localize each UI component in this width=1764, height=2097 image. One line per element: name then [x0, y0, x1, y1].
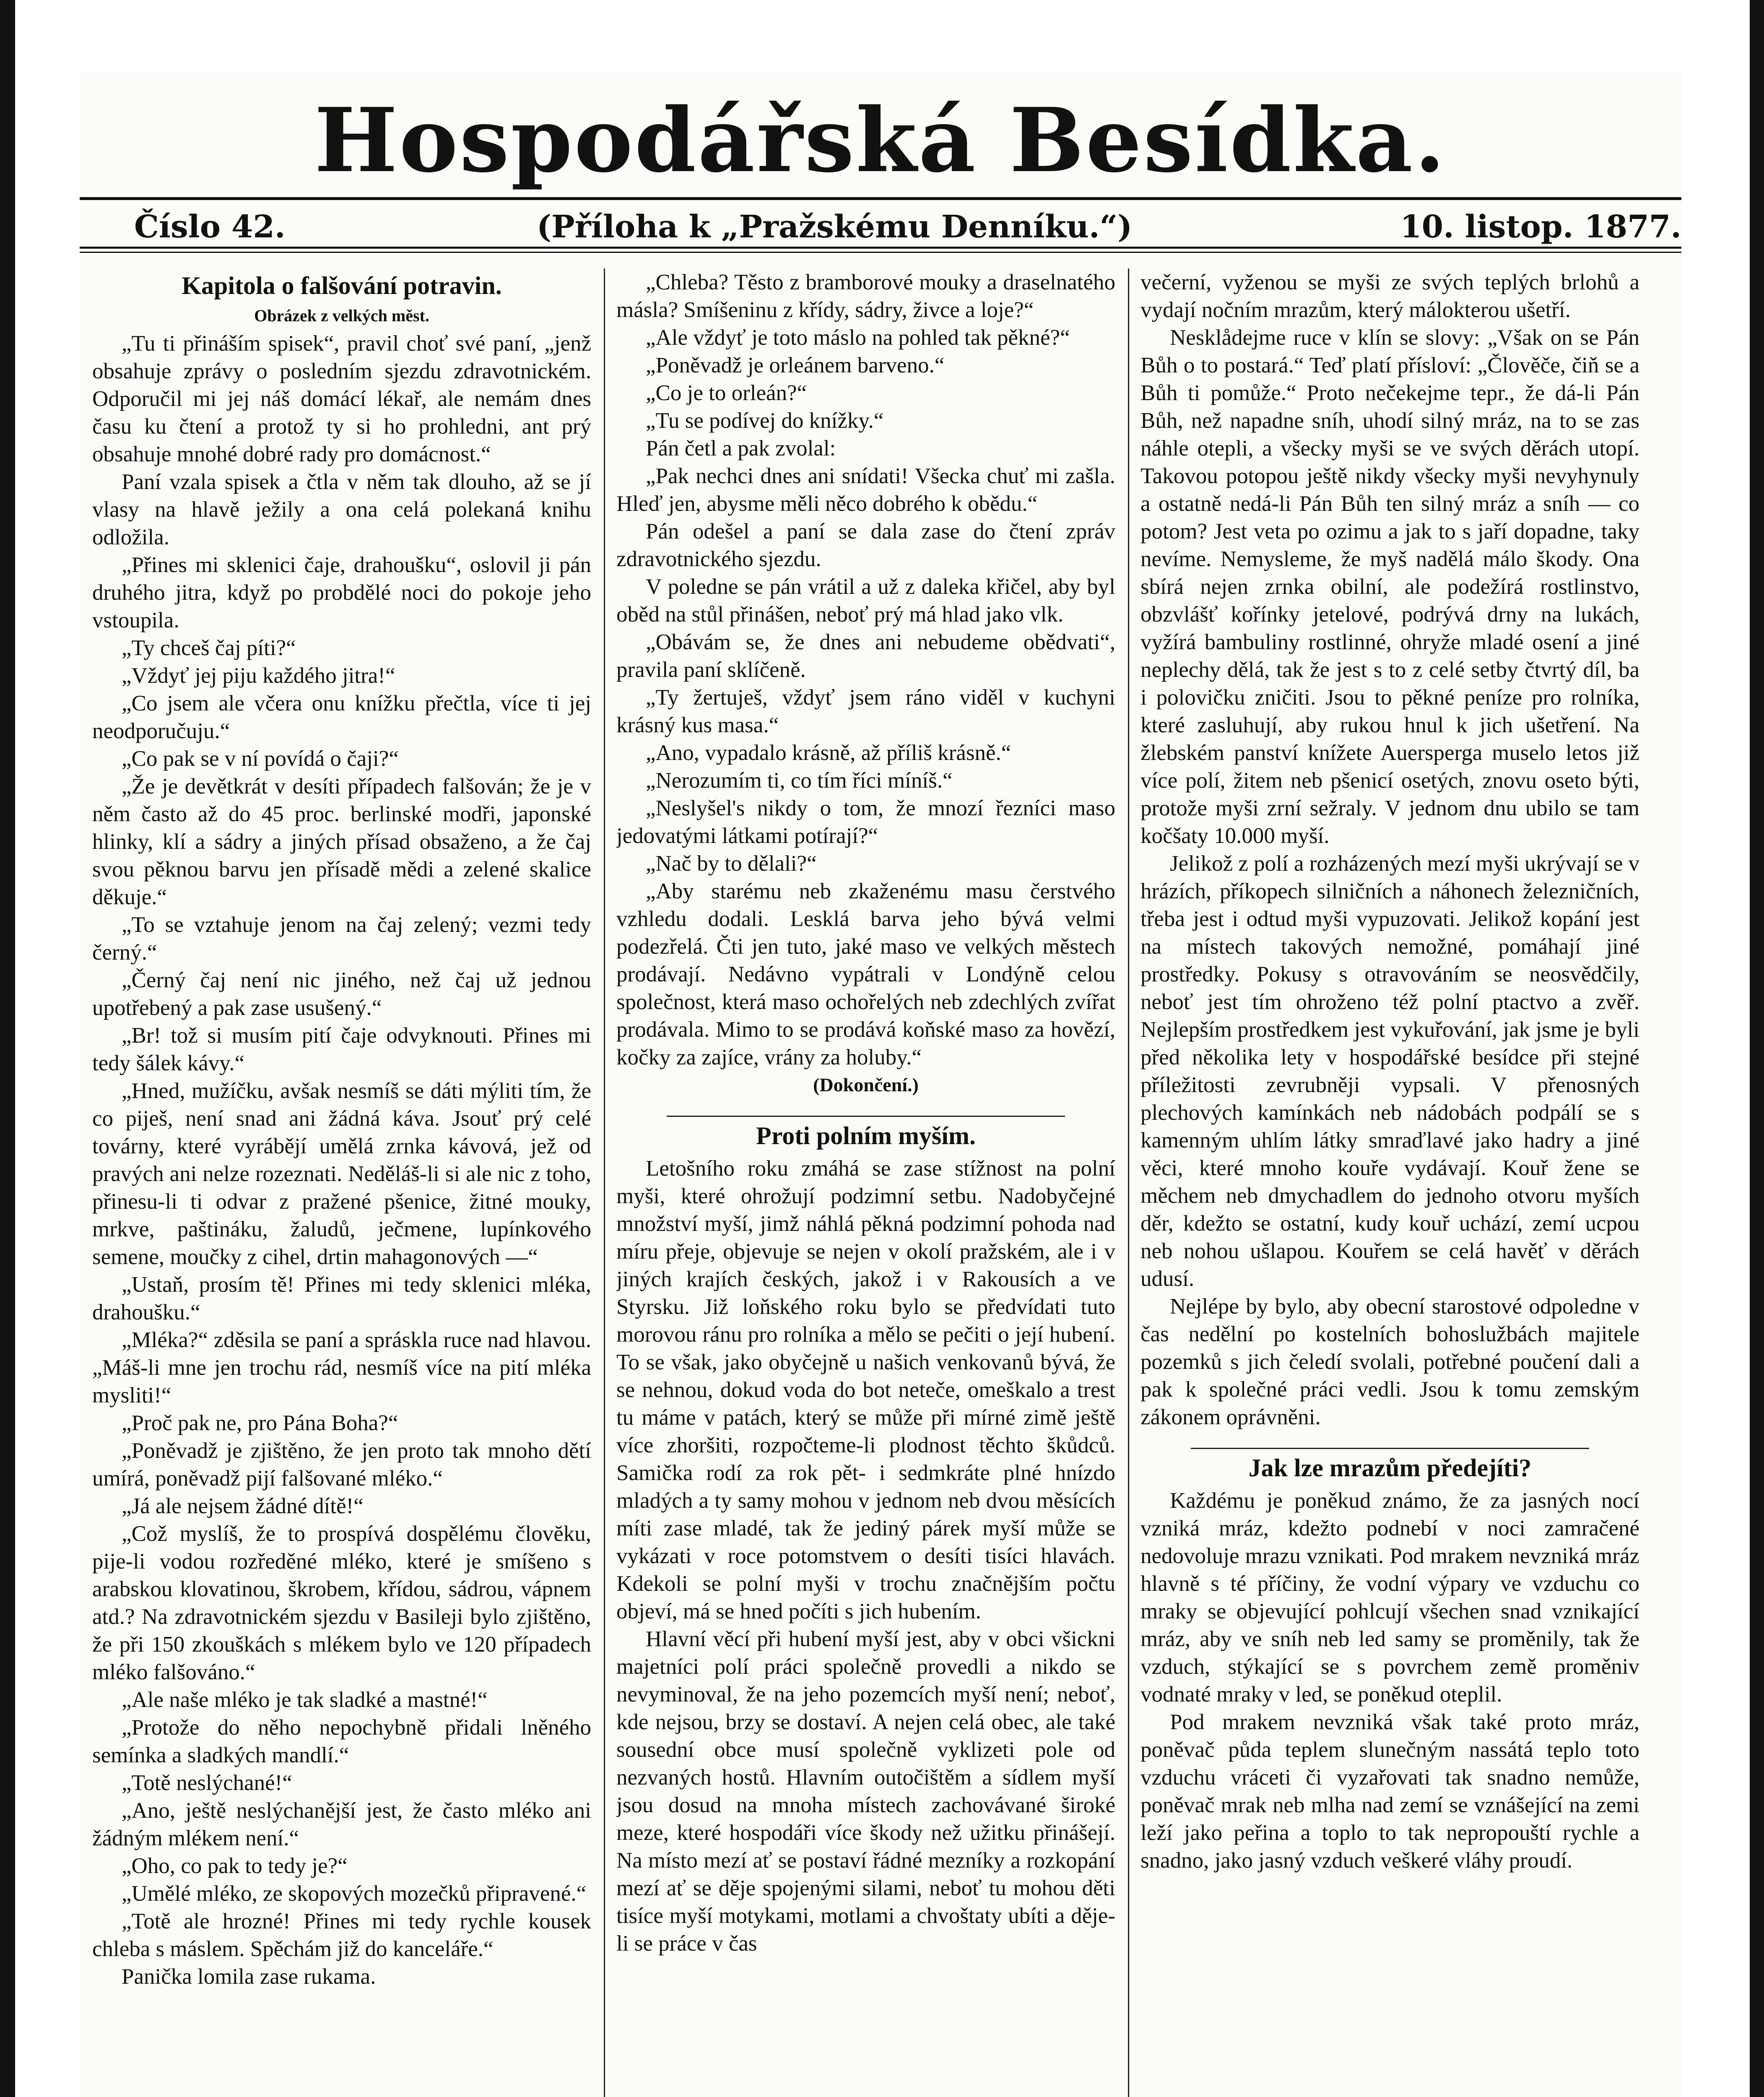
issue-date: 10. listop. 1877. [1400, 209, 1681, 245]
paragraph: „To se vztahuje jenom na čaj zelený; vezmi tedy černý.“ [92, 913, 591, 965]
newspaper-page [80, 71, 1681, 2097]
paragraph: „Nač by to dělali?“ [646, 851, 817, 876]
paragraph: „Hned, mužíčku, avšak nesmíš se dáti mýliti tím, že co piješ, není snad ani žádná káva. Jsouť prý celé továrny, které vyrábějí umělá zrnka kávová, jež od pravých ani nelze rozeznati. Neděláš-li si ale nic z toho, přinesu-li ti odvar z pražené pšenice, žitné mouky, mrkve, paštináku, žaludů, ječmene, lupínkového semene, moučky z cihel, drtin mahagonových —“ [92, 1079, 591, 1269]
paragraph: „Ano, ještě neslýchanější jest, že často mléko ani žádným mlékem není.“ [92, 1798, 591, 1850]
paragraph: „Tu se podívej do knížky.“ [646, 408, 884, 433]
paragraph: „Ale vždyť je toto máslo na pohled tak pěkné?“ [646, 325, 1070, 350]
continuation-note: (Dokončení.) [813, 1074, 919, 1095]
paragraph: „Ustaň, prosím tě! Přines mi tedy sklenici mléka, drahoušku.“ [92, 1272, 591, 1324]
article-title: Kapitola o falšování potravin. [182, 272, 502, 299]
paragraph: „Poněvadž je orleánem barveno.“ [646, 353, 945, 377]
paragraph: „Aby starému neb zkaženému masu čerstvého vzhledu dodali. Lesklá barva jeho bývá velmi podezřelá. Čti jen tuto, jaké maso ve velkých městech prodávají. Nedávno vypátrali v Londýně celou společnost, která maso ochořelých neb zdechlých zvířat prodávala. Mimo to se prodává koňské maso za hovězí, kočky za zajíce, vrány za holuby.“ [616, 879, 1115, 1069]
paragraph: „Vždyť jej piju každého jitra!“ [122, 663, 395, 688]
scan-border-left [0, 0, 15, 2097]
article-title: Proti polním myším. [756, 1122, 976, 1150]
scan-border-right [1750, 0, 1764, 2097]
paragraph: Každému je poněkud známo, že za jasných nocí vzniká mráz, kdežto podnebí v noci zamračené nedovoluje mrazu vznikati. Pod mrakem nevzniká mráz hlavně s té příčiny, že vodní výpary ve vzduchu co mraky se objevující pohlcují všechen snad vznikající mráz, aby ve sníh neb led samy se proměnily, tak že vzduch, stýkající se s povrchem země proměniv vodnaté mraky v led, se poněkud oteplil. [1140, 1488, 1639, 1707]
paragraph: Paní vzala spisek a čtla v něm tak dlouho, až se jí vlasy na hlavě ježily a ona celá polekaná knihu odložila. [92, 470, 591, 549]
column-3 [1140, 268, 1639, 2097]
paragraph: Panička lomila zase rukama. [122, 1964, 376, 1989]
paragraph: „Nerozumím ti, co tím říci míníš.“ [646, 768, 953, 793]
paragraph: „Co jsem ale včera onu knížku přečtla, více ti jej neodporučuju.“ [92, 691, 591, 743]
paragraph: „Ale naše mléko je tak sladké a mastné!“ [122, 1688, 488, 1712]
section-rule [1191, 1448, 1589, 1449]
paragraph: „Obávám se, že dnes ani nebudeme obědvati“, pravila paní sklíčeně. [616, 630, 1115, 682]
issue-number: Číslo 42. [134, 209, 286, 245]
paragraph: „Že je devětkrát v desíti případech falšován; že je v něm často až do 45 proc. berlinské modři, japonské hlinky, klí a sádry a jiných přísad obsaženo, a že čaj svou pěknou barvu jen přísadě mědi a zelené skalice děkuje.“ [92, 774, 591, 909]
article-subtitle: Obrázek z velkých měst. [254, 306, 429, 325]
paragraph: Pán odešel a paní se dala zase do čtení zpráv zdravotnického sjezdu. [616, 519, 1115, 571]
paragraph: Nesklådejme ruce v klín se slovy: „Však on se Pán Bůh o to postará.“ Teď platí přísloví: „Člověče, čiň se a Bůh ti pomůže.“ Proto nečekejme tepr., že dá-li Pán Bůh, než napadne sníh, uhodí silný mráz, na to se zas náhle otepli, a všecky myši se ve svých děrách utopí. Takovou potopou ještě nikdy všecky myši nevyhynuly a ostatně nedá-li Pán Bůh ten silný mráz a sníh — co potom? Jest veta po ozimu a jak to s jaří dopadne, taky nevíme. Nemysleme, že myš nadělá málo škody. Ona sbírá nejen zrnka obilní, ale podežírá rostlinstvo, obzvlášť kořínky jetelové, podrývá drny na lukách, vyžírá bambuliny rostlinné, ohryže mladé osení a jiné neplechy dělá, tak že jest s to z celé setby čtvrtý díl, ba i polovičku zničiti. Jsou to pěkné peníze pro rolníka, které zasluhují, aby rukou hnul k jich ušetření. Na žlebském panství knížete Auersperga muselo letos již více polí, žitem neb pšenicí osetých, znovu oseto býti, protože myši zrní sežraly. V jednom dnu ubilo se tam kočšaty 10.000 myší. [1140, 325, 1639, 848]
paragraph: „Přines mi sklenici čaje, drahoušku“, oslovil ji pán druhého jitra, když po probdělé noci do pokoje jeho vstoupila. [92, 553, 591, 632]
column-divider-2 [1128, 268, 1129, 2097]
section-rule [667, 1116, 1065, 1117]
paragraph: Nejlépe by bylo, aby obecní starostové odpoledne v čas nedělní po kostelních bohoslužbách majitele pozemků s jich čeledí svolali, potřebné poučení dali a pak k společné práci vedli. Jsou k tomu zemským zákonem oprávněni. [1140, 1294, 1639, 1429]
paragraph: „Oho, co pak to tedy je?“ [122, 1854, 348, 1878]
paragraph: „Já ale nejsem žádné dítě!“ [122, 1494, 364, 1518]
article-title: Jak lze mrazům předejíti? [1248, 1454, 1532, 1482]
column-1 [92, 268, 591, 2097]
paragraph: „Co pak se v ní povídá o čaji?“ [122, 747, 399, 771]
paragraph: Pod mrakem nevzniká však také proto mráz, poněvač půda teplem slunečným nassátá teplo toto vzduchu vráceti či vyzařovati tak snadno nemůže, poněvač mrak neb mlha nad zemí se vznášející na zemi leží jako peřina a toplo to tak nepropouští rychle a snadno, jako jasný vzduch veškeré vláhy proudí. [1140, 1710, 1639, 1873]
paragraph: „Neslyšel's nikdy o tom, že mnozí řezníci maso jedovatými látkami potírají?“ [616, 796, 1115, 848]
paragraph: „Poněvadž je zjištěno, že jen proto tak mnoho dětí umírá, poněvadž pijí falšované mléko.“ [92, 1439, 591, 1491]
paragraph: Hlavní věcí při hubení myší jest, aby v obci všickni majetníci polí práci společně provedli a nikdo se nevyminoval, že na jeho pozemcích myší není; neboť, kde nejsou, brzy se dostaví. A nejen celá obec, ale také sousední obce musí společně vyklizeti pole od nezvaných hostů. Hlavním outočištěm a sídlem myší jsou dosud na mnoha místech zachovávané široké meze, které hospodáři více škody než užitku přinášejí. Na místo mezí ať se postaví řádné mezníky a rozkopání mezí ať se děje spojenými silami, neboť tu mohou děti tisíce myší motykami, motlami a chvoštaty ubíti a děje-li se práce v čas [616, 1627, 1115, 1956]
dateline-rule-top [80, 247, 1681, 249]
paragraph: „Pak nechci dnes ani snídati! Všecka chuť mi zašla. Hleď jen, abysme měli něco dobrého k obědu.“ [616, 464, 1115, 516]
dateline [80, 205, 1681, 245]
paragraph: „Ty žertuješ, vždyť jsem ráno viděl v kuchyni krásný kus masa.“ [616, 685, 1115, 737]
masthead-rule [80, 197, 1681, 200]
paragraph: „Co je to orleán?“ [646, 381, 807, 405]
paragraph: Jelikož z polí a rozházených mezí myši ukrývají se v hrázích, příkopech silničních a náhonech železničních, třeba jest i odtud myši vypuzovati. Jelikož kopání jest na místech takových nemožné, pomáhají jiné prostředky. Pokusy s otravováním se neosvědčily, neboť jest tím ohroženo též polní ptactvo a zvěř. Nejlepším prostředkem jest vykuřování, jak jsme je byli před několika lety v hospodářské besídce při stejné příležitosti zevrubněji vypsali. V přenosných plechových kamínkách neb nádobách podpálí se s kamenným uhlím látky smraďlavé jako hadry a jiné věci, které mnoho kouře vydávají. Kouř žene se měchem neb dmychadlem do jednoho otvoru myších děr, kdežto se ostatní, kudy kouř uchází, zemí ucpou neb nohou ušlapou. Kouřem se celá havěť v děrách udusí. [1140, 851, 1639, 1291]
paragraph: Pán četl a pak zvolal: [646, 436, 836, 461]
paragraph: „Tu ti přináším spisek“, pravil choť své paní, „jenž obsahuje zprávy o posledním sjezdu zdravotnickém. Odporučil mi jej náš domácí lékař, ale nemám dnes času ku čtení a protož ty si ho prohledni, ant prý obsahuje mnohé dobré rady pro domácnost.“ [92, 331, 591, 466]
paragraph: „Proč pak ne, pro Pána Boha?“ [122, 1411, 398, 1435]
paragraph: „Br! tož si musím pití čaje odvyknouti. Přines mi tedy šálek kávy.“ [92, 1023, 591, 1075]
dateline-rule-bottom [80, 252, 1681, 253]
paragraph: „Černý čaj není nic jiného, než čaj už jednou upotřebený a pak zase usušený.“ [92, 968, 591, 1020]
paragraph: „Mléka?“ zděsila se paní a spráskla ruce nad hlavou. „Máš-li mne jen trochu rád, nesmíš více na pití mléka mysliti!“ [92, 1328, 591, 1408]
paragraph: večerní, vyženou se myši ze svých teplých brlohů a vydají nočním mrazům, který málokterou ušetří. [1140, 270, 1639, 322]
paragraph: Letošního roku zmáhá se zase stížnost na polní myši, které ohrožují podzimní setbu. Nadobyčejné množství myší, jimž náhlá pěkná podzimní pohoda nad míru přeje, objevuje se nejen v okolí pražském, ale i v jiných krajích českých, jakož i v Rakousích a ve Styrsku. Již loňského roku bylo se předvídati tuto morovou ránu pro rolníka a mělo se pečiti o její hubení. To se však, jako obyčejně u našich venkovanů bývá, že se nehnou, dokud voda do bot neteče, omeškalo a trest tu máme v patách, který se může při mírné zimě ještě více zhoršiti, rozpočteme-li plodnost těchto škůdců. Samička rodí za rok pět- i sedmkráte plné hnízdo mladých a ty samy mohou v jednom neb dvou měsících míti zase mladé, tak že jediný párek myší může se vykázati v roce potomstvem o desíti tisíci hlavách. Kdekoli se polní myši v trochu značnějším počtu objeví, má se hned počíti s jich hubením. [616, 1156, 1115, 1623]
supplement-note: (Příloha k „Pražskému Denníku.“) [537, 209, 1133, 245]
paragraph: „Chleba? Těsto z bramborové mouky a draselnatého másla? Smíšeninu z křídy, sádry, živce a loje?“ [616, 270, 1115, 322]
masthead-title: Hospodářská Besídka. [314, 88, 1447, 192]
paragraph: „Ano, vypadalo krásně, až příliš krásně.“ [646, 741, 1011, 765]
paragraph: „Protože do něho nepochybně přidali lněného semínka a sladkých mandlí.“ [92, 1715, 591, 1767]
paragraph: „Což myslíš, že to prospívá dospělému človĕku, pije-li vodou rozředěné mléko, které je smíšeno s arabskou klovatinou, škrobem, křídou, sádrou, vápnem atd.? Na zdravotnickém sjezdu v Basileji bylo zjištěno, že při 150 zkouškách s mlékem bylo ve 120 případech mléko falšováno.“ [92, 1522, 591, 1684]
paragraph: „Totě neslýchané!“ [122, 1771, 292, 1795]
column-2 [616, 268, 1115, 2097]
paragraph: „Ty chceš čaj píti?“ [122, 636, 296, 660]
paragraph: „Umělé mléko, ze skopových mozečků připravené.“ [122, 1881, 587, 1906]
column-divider-1 [604, 268, 605, 2097]
paragraph: V poledne se pán vrátil a už z daleka křičel, aby byl oběd na stůl přinášen, neboť prý má hlad jako vlk. [616, 575, 1115, 627]
paragraph: „Totě ale hrozné! Přines mi tedy rychle kousek chleba s máslem. Spěchám již do kanceláře.“ [92, 1909, 591, 1961]
